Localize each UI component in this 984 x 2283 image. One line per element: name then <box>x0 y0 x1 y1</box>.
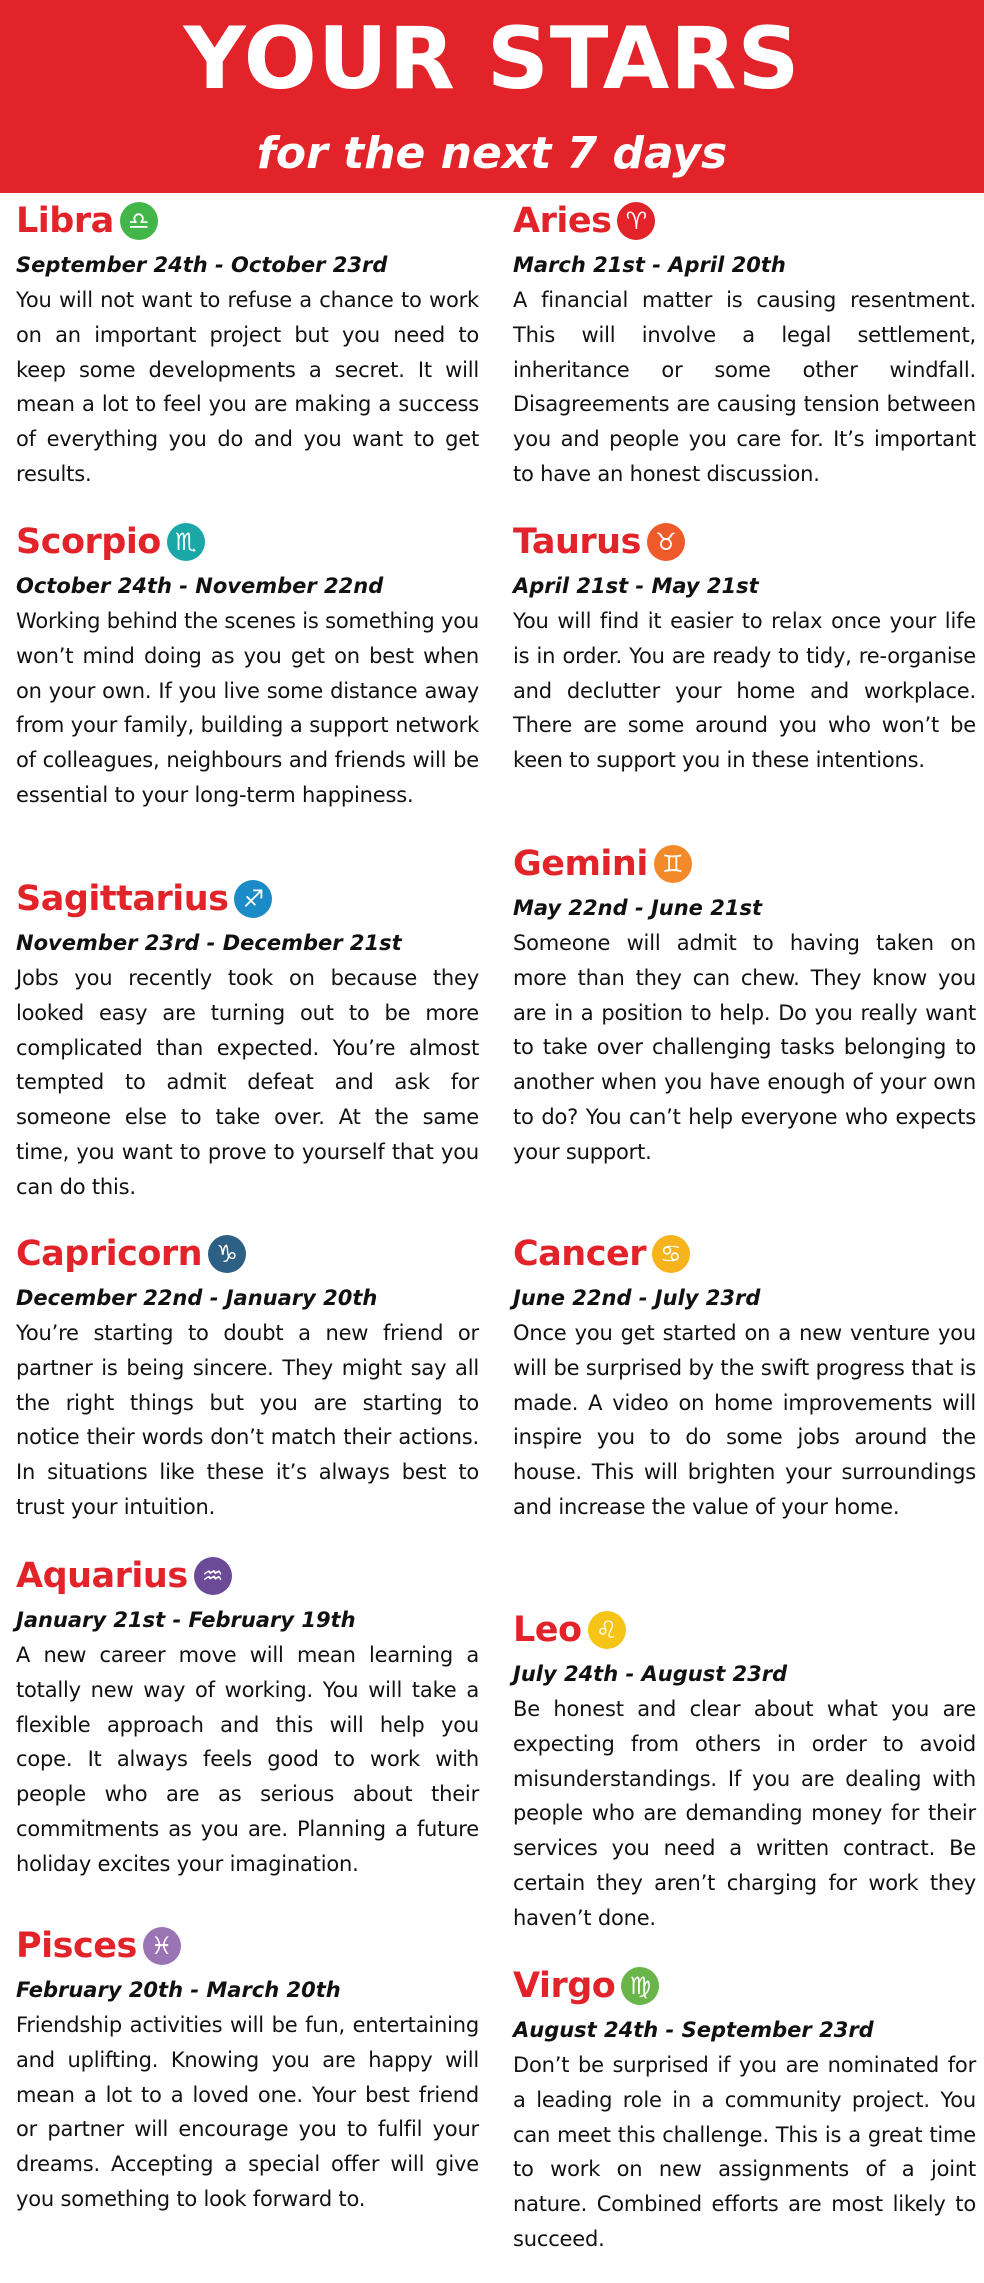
header-banner <box>0 0 984 193</box>
sign-dates: October 24th - November 22nd <box>16 574 384 598</box>
sign-forecast: Friendship activities will be fun, entertaining and uplifting. Knowing you are happy will mean a lot to a loved one. Your best friend or partner will encourage you to fulfil your dreams. Accepting a special offer will give you something to look forward to. <box>16 2013 479 2211</box>
sign-name: Cancer <box>513 1234 646 1274</box>
taurus-icon: ♉ <box>647 523 685 561</box>
sign-dates: September 24th - October 23rd <box>16 253 388 277</box>
sign-name: Libra <box>16 201 114 241</box>
sign-name: Sagittarius <box>16 879 229 919</box>
sign-name: Virgo <box>513 1966 616 2006</box>
aquarius-icon: ♒ <box>194 1557 232 1595</box>
sign-dates: January 21st - February 19th <box>16 1608 356 1632</box>
sign-dates: February 20th - March 20th <box>16 1978 341 2002</box>
leo-icon: ♌ <box>588 1611 626 1649</box>
aries-icon: ♈ <box>617 202 655 240</box>
sign-forecast: Jobs you recently took on because they looked easy are turning out to be more complicated than expected. You’re almost tempted to admit defeat and ask for someone else to take over. At the same time, you want to prove to yourself that you can do this. <box>16 966 479 1199</box>
sign-name: Leo <box>513 1610 582 1650</box>
pisces-icon: ♓ <box>143 1927 181 1965</box>
sign-name: Taurus <box>513 522 641 562</box>
sign-forecast: A financial matter is causing resentment. This will involve a legal settlement, inheritance or some other windfall. Disagreements are causing tension between you and people you care for. It’s important to have an honest discussion. <box>513 288 976 486</box>
sign-forecast: A new career move will mean learning a totally new way of working. You will take a flexible approach and this will help you cope. It always feels good to work with people who are as serious about their commitments as you are. Planning a future holiday excites your imagination. <box>16 1643 479 1876</box>
scorpio-icon: ♏ <box>167 523 205 561</box>
sign-name: Pisces <box>16 1926 137 1966</box>
horoscope-scorpio <box>16 514 479 813</box>
horoscope-pisces <box>16 1918 479 2217</box>
sign-forecast: Be honest and clear about what you are expecting from others in order to avoid misunderstandings. If you are dealing with people who are demanding money for their services you need a written contract. Be certain they aren’t charging for work they haven’t done. <box>513 1697 976 1930</box>
sign-name: Aquarius <box>16 1556 188 1596</box>
horoscope-leo <box>513 1602 976 1936</box>
sign-dates: June 22nd - July 23rd <box>513 1286 761 1310</box>
cancer-icon: ♋ <box>652 1235 690 1273</box>
sign-dates: July 24th - August 23rd <box>513 1662 788 1686</box>
sign-forecast: Once you get started on a new venture you will be surprised by the swift progress that is made. A video on home improvements will inspire you to do some jobs around the house. This will brighten your surroundings and increase the value of your home. <box>513 1321 976 1519</box>
sign-dates: December 22nd - January 20th <box>16 1286 378 1310</box>
sign-dates: March 21st - April 20th <box>513 253 786 277</box>
sign-forecast: Don’t be surprised if you are nominated for a leading role in a community project. You can meet this challenge. This is a great time to work on new assignments of a joint nature. Combined efforts are most likely to succeed. <box>513 2053 976 2251</box>
sign-dates: August 24th - September 23rd <box>513 2018 874 2042</box>
sign-forecast: Working behind the scenes is something you won’t mind doing as you get on best when on your own. If you live some distance away from your family, building a support network of colleagues, neighbours and friends will be essential to your long-term happiness. <box>16 609 479 807</box>
sagittarius-icon: ♐ <box>234 880 272 918</box>
horoscope-sagittarius <box>16 871 479 1205</box>
capricorn-icon: ♑ <box>208 1235 246 1273</box>
sign-name: Gemini <box>513 844 648 884</box>
page-subtitle: for the next 7 days <box>256 128 728 179</box>
horoscope-aries <box>513 193 976 492</box>
horoscope-taurus <box>513 514 976 778</box>
libra-icon: ♎ <box>120 202 158 240</box>
page-title: YOUR STARS <box>183 9 801 109</box>
horoscope-aquarius <box>16 1548 479 1882</box>
sign-forecast: Someone will admit to having taken on more than they can chew. They know you are in a position to help. Do you really want to take over challenging tasks belonging to another when you have enough of your own to do? You can’t help everyone who expects your support. <box>513 931 976 1164</box>
horoscope-gemini <box>513 836 976 1170</box>
sign-dates: November 23rd - December 21st <box>16 931 402 955</box>
sign-dates: May 22nd - June 21st <box>513 896 762 920</box>
horoscope-capricorn <box>16 1226 479 1525</box>
horoscope-cancer <box>513 1226 976 1525</box>
sign-forecast: You will not want to refuse a chance to work on an important project but you need to keep some developments a secret. It will mean a lot to feel you are making a success of everything you do and you want to get results. <box>16 288 479 486</box>
sign-name: Aries <box>513 201 612 241</box>
gemini-icon: ♊ <box>654 845 692 883</box>
virgo-icon: ♍ <box>621 1967 659 2005</box>
sign-name: Scorpio <box>16 522 161 562</box>
horoscope-libra <box>16 193 479 492</box>
sign-dates: April 21st - May 21st <box>513 574 759 598</box>
sign-name: Capricorn <box>16 1234 203 1274</box>
sign-forecast: You’re starting to doubt a new friend or partner is being sincere. They might say all the right things but you are starting to notice their words don’t match their actions. In situations like these it’s always best to trust your intuition. <box>16 1321 479 1519</box>
sign-forecast: You will find it easier to relax once your life is in order. You are ready to tidy, re-organise and declutter your home and workplace. There are some around you who won’t be keen to support you in these intentions. <box>513 609 976 773</box>
horoscope-virgo <box>513 1958 976 2257</box>
